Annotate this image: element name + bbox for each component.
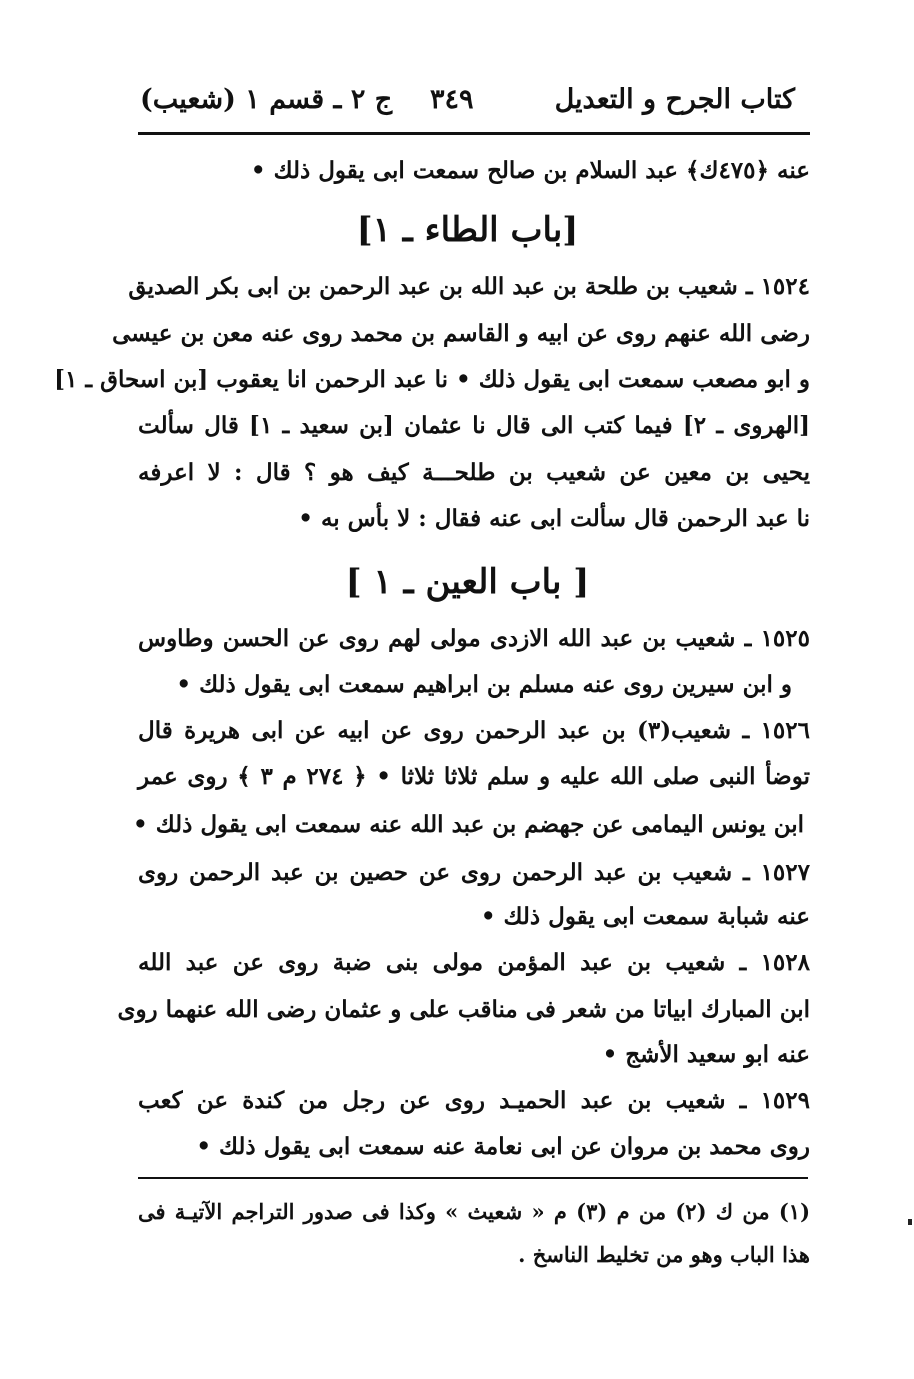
footnote-line: هذا الباب وهو من تخليط الناسخ . (518, 1242, 810, 1267)
text-line: عنه شبابة سمعت ابى يقول ذلك • (480, 903, 810, 930)
section-heading-ain: [ باب العين ـ ١ ] (345, 562, 590, 602)
entry-1529: ١٥٢٩ ـ شعيب بن عبد الحميـد روى عن رجل من كندة عن كعب (138, 1087, 810, 1114)
section-label: (شعيب) ج ٢ ـ قسم ١ (140, 84, 393, 115)
running-header (140, 84, 795, 126)
text-line: ابن يونس اليمامى عن جهضم بن عبد الله عنه سمعت ابى يقول ذلك • (133, 811, 804, 838)
entry-1526: ١٥٢٦ ـ شعيب(٣) بن عبد الرحمن روى عن ابيه عن ابى هريرة قال (138, 717, 810, 744)
text-line: يحيى بن معين عن شعيب بن طلحـــة كيف هو ؟ قال : لا اعرفه (138, 459, 810, 486)
header-rule (138, 132, 810, 135)
footnote-rule (138, 1177, 808, 1179)
text-line: و ابو مصعب سمعت ابى يقول ذلك • نا عبد الرحمن انا يعقوب [بن اسحاق ـ ١] (54, 366, 810, 393)
text-line: و ابن سيرين روى عنه مسلم بن ابراهيم سمعت ابى يقول ذلك • (176, 671, 792, 698)
text-line: نا عبد الرحمن قال سألت ابى عنه فقال : لا بأس به • (298, 505, 810, 532)
entry-1527: ١٥٢٧ ـ شعيب بن عبد الرحمن روى عن حصين بن عبد الرحمن روى (138, 859, 810, 886)
text-line: عنه ابو سعيد الأشج • (602, 1041, 810, 1068)
entry-1528: ١٥٢٨ ـ شعيب بن عبد المؤمن مولى بنى ضبة روى عن عبد الله (138, 949, 810, 976)
book-title: كتاب الجرح و التعديل (554, 84, 795, 115)
text-line: [الهروى ـ ٢] فيما كتب الى قال نا عثمان [بن سعيد ـ ١] قال سألت (138, 412, 811, 439)
entry-1525: ١٥٢٥ ـ شعيب بن عبد الله الازدى مولى لهم روى عن الحسن وطاوس (138, 625, 810, 652)
text-line: توضأ النبى صلى الله عليه و سلم ثلاثا ثلاثا • ﴿ ٢٧٤ م ٣ ﴾ روى عمر (138, 763, 810, 790)
section-heading-ta: [باب الطاء ـ ١] (356, 210, 579, 250)
page-number: ٣٤٩ (430, 84, 474, 115)
text-line: رضى الله عنهم روى عن ابيه و القاسم بن محمد روى عنه معن بن عيسى (112, 320, 810, 347)
margin-mark (908, 1219, 912, 1225)
entry-1524: ١٥٢٤ ـ شعيب بن طلحة بن عبد الله بن عبد الرحمن بن ابى بكر الصديق (128, 273, 810, 300)
footnote-line: (١) من ك (٢) من م (٣) م « شعيث » وكذا فى صدور التراجم الآتيـة فى (138, 1199, 810, 1224)
text-line: عنه ﴿٤٧٥ك﴾ عبد السلام بن صالح سمعت ابى يقول ذلك • (250, 157, 810, 184)
text-line: ابن المبارك ابياتا من شعر فى مناقب على و عثمان رضى الله عنهما روى (117, 996, 810, 1023)
text-line: روى محمد بن مروان عن ابى نعامة عنه سمعت ابى يقول ذلك • (196, 1133, 810, 1160)
